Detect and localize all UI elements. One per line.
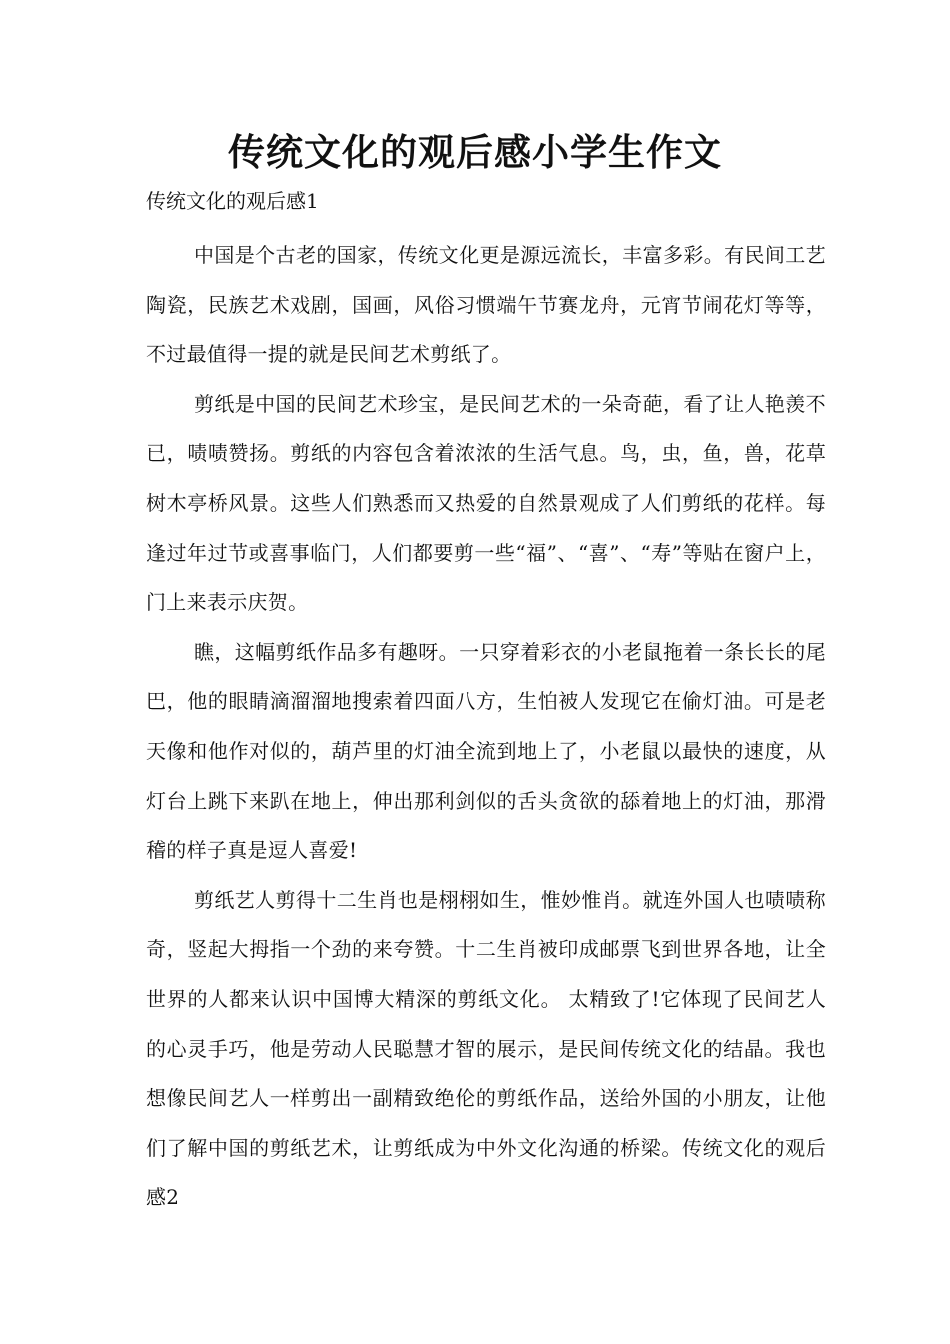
document-body [146,231,826,1223]
paragraph-2: 剪纸是中国的民间艺术珍宝，是民间艺术的一朵奇葩，看了让人艳羡不已，啧啧赞扬。剪纸的内容包含着浓浓的生活气息。鸟，虫，鱼，兽，花草树木亭桥风景。这些人们熟悉而又热爱的自然景观成了人们剪纸的花样。每逢过年过节或喜事临门，人们都要剪一些“福”、“喜”、“寿”等贴在窗户上，门上来表示庆贺。 [146,391,826,615]
paragraph-3: 瞧，这幅剪纸作品多有趣呀。一只穿着彩衣的小老鼠拖着一条长长的尾巴，他的眼睛滴溜溜地搜索着四面八方，生怕被人发现它在偷灯油。可是老天像和他作对似的，葫芦里的灯油全流到地上了，小老鼠以最快的速度，从灯台上跳下来趴在地上，伸出那利剑似的舌头贪欲的舔着地上的灯油，那滑稽的样子真是逗人喜爱! [146,639,826,863]
document-title: 传统文化的观后感小学生作文 [228,130,722,174]
paragraph-1: 中国是个古老的国家，传统文化更是源远流长，丰富多彩。有民间工艺陶瓷，民族艺术戏剧，国画，风俗习惯端午节赛龙舟，元宵节闹花灯等等，不过最值得一提的就是民间艺术剪纸了。 [146,243,826,367]
paragraph-4: 剪纸艺人剪得十二生肖也是栩栩如生，惟妙惟肖。就连外国人也啧啧称奇，竖起大拇指一个劲的来夸赞。十二生肖被印成邮票飞到世界各地，让全世界的人都来认识中国博大精深的剪纸文化。 太精致了!它体现了民间艺人的心灵手巧，他是劳动人民聪慧才智的展示，是民间传统文化的结晶。我也想像民间艺人一样剪出一副精致绝伦的剪纸作品，送给外国的小朋友，让他们了解中国的剪纸艺术，让剪纸成为中外文化沟通的桥梁。传统文化的观后感2 [146,887,826,1210]
section-heading: 传统文化的观后感1 [146,189,319,213]
